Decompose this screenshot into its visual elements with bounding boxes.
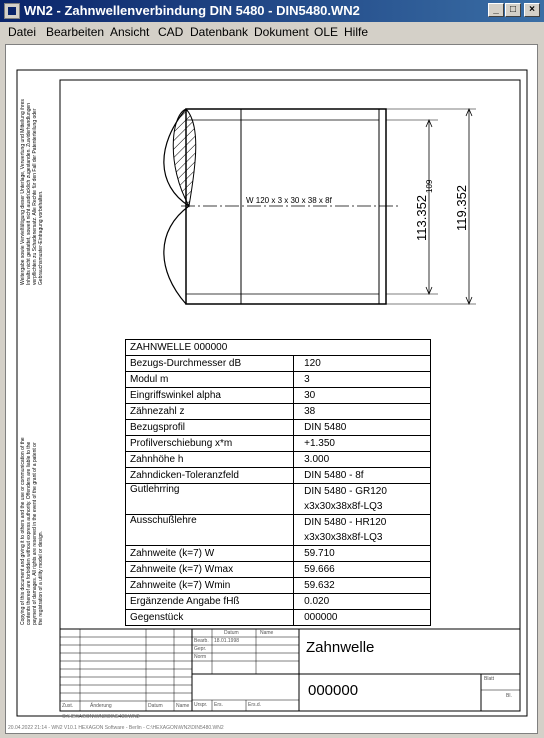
tb-datum2: Datum	[148, 703, 163, 709]
table-row: Bezugsprofil DIN 5480	[126, 420, 431, 436]
dim-inner2-value: 109	[425, 179, 434, 193]
part-number: 000000	[308, 682, 359, 699]
tb-row-bearb: Bearb.	[194, 638, 209, 644]
menu-cad[interactable]: CAD	[158, 25, 184, 39]
break-section	[173, 109, 196, 206]
table-row: Eingriffswinkel alpha 30	[126, 388, 431, 404]
sidenote-top: Weitergabe sowie Vervielfältigung dieser Unterlage, Verwertung und Mitteilung ihres Inhalts nicht gestattet, soweit nicht ausdrücklich zugestanden. Zuwiderhandlungen verpflichten zu Schadenersatz. Alle Rechte für den Fall der Patenterteilung oder Gebrauchsmuster-Eintragung vorbehalten.	[20, 99, 44, 285]
table-row: Gegenstück 000000	[126, 610, 431, 626]
tb-row-gepr: Gepr.	[194, 646, 207, 652]
spec-table	[125, 339, 431, 626]
table-row: Profilverschiebung x*m +1.350	[126, 436, 431, 452]
tb-bearb-date: 18.01.1998	[214, 638, 240, 644]
table-row: Zahnhöhe h 3.000	[126, 452, 431, 468]
tb-bl: Bl.	[506, 693, 512, 699]
table-row: Modul m 3	[126, 372, 431, 388]
tb-aenderung: Änderung	[90, 703, 112, 709]
table-row: Zahnweite (k=7) Wmax 59.666	[126, 562, 431, 578]
drawing-canvas[interactable]	[5, 44, 538, 734]
minimize-button[interactable]: _	[488, 3, 504, 17]
menu-dokument[interactable]: Dokument	[254, 25, 309, 39]
tb-zust: Zust.	[62, 703, 74, 709]
tb-col-name: Name	[260, 630, 274, 636]
shaft-outline	[186, 109, 386, 304]
table-row: x3x30x38x8f-LQ3	[126, 499, 431, 515]
tb-blatt: Blatt	[484, 676, 495, 682]
table-row: Zähnezahl z 38	[126, 404, 431, 420]
dim-outer-value: 119.352	[454, 184, 469, 231]
maximize-button[interactable]: □	[505, 3, 521, 17]
table-row: Ausschußlehre DIN 5480 - HR120	[126, 515, 431, 531]
menu-datei[interactable]: Datei	[8, 25, 37, 39]
title-bar	[0, 0, 544, 22]
menu-ole[interactable]: OLE	[314, 25, 339, 39]
title-block-frame	[60, 629, 520, 711]
app-icon[interactable]	[4, 3, 20, 19]
part-name: Zahnwelle	[306, 639, 375, 656]
footer-info: 20.04.2022 21:14 - WN2 V10.1 HEXAGON Software - Berlin - C:\HEXAGON\WN2\DIN5480.WN2	[8, 725, 224, 731]
table-row: Ergänzende Angabe fHß 0.020	[126, 594, 431, 610]
tb-ers-durch: Ers.d.	[248, 702, 262, 708]
menu-ansicht[interactable]: Ansicht	[110, 25, 150, 39]
table-row: Gutlehrring DIN 5480 - GR120	[126, 484, 431, 500]
dim-inner-value: 113.352	[414, 194, 429, 241]
tb-ers: Ers.	[214, 702, 223, 708]
table-row: Zahndicken-Toleranzfeld DIN 5480 - 8f	[126, 468, 431, 484]
footer-path: C:\HEXAGON\WN2\DIN5480.WN2	[62, 714, 140, 720]
tb-col-datum: Datum	[224, 630, 239, 636]
menu-bearbeiten[interactable]: Bearbeiten	[46, 25, 105, 39]
table-row: Bezugs-Durchmesser dB 120	[126, 356, 431, 372]
tb-name2: Name	[176, 703, 190, 709]
menu-hilfe[interactable]: Hilfe	[344, 25, 369, 39]
dim-label: W 120 x 3 x 30 x 38 x 8f	[246, 196, 332, 205]
tb-row-norm: Norm	[194, 654, 207, 660]
window-title: WN2 - Zahnwellenverbindung DIN 5480 - DIN5480.WN2	[24, 3, 360, 18]
table-row: x3x30x38x8f-LQ3	[126, 530, 431, 546]
menu-bar	[0, 22, 544, 42]
menu-datenbank[interactable]: Datenbank	[190, 25, 249, 39]
table-row: Zahnweite (k=7) Wmin 59.632	[126, 578, 431, 594]
tb-urspr: Urspr.	[194, 702, 208, 708]
spec-title: ZAHNWELLE 000000	[126, 340, 431, 356]
close-button[interactable]: ×	[524, 3, 540, 17]
table-row: Zahnweite (k=7) W 59.710	[126, 546, 431, 562]
sidenote-bottom: Copying of this document and giving it to others and the use or communication of the contents thereof are forbidden without express authority. Offenders are liable to the payment of damages. All rights are reserved in the event of the grant of a patent or the registration of a utility model or design.	[20, 437, 44, 625]
